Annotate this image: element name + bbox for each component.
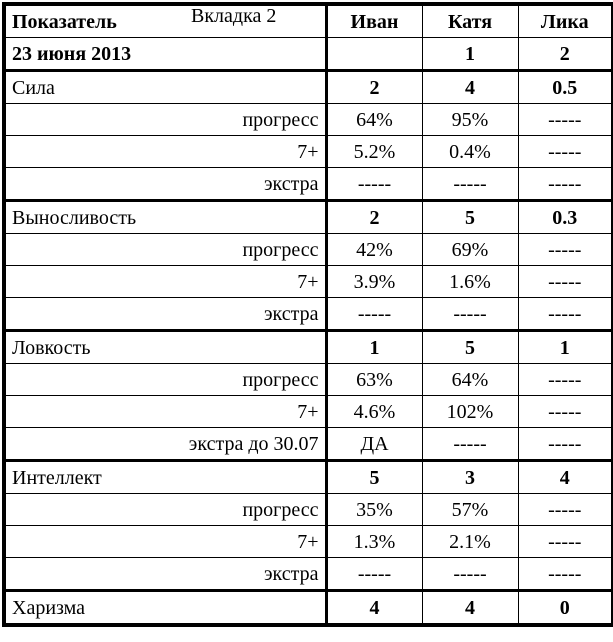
row-value-cell: ----- <box>518 298 613 331</box>
row-value-cell: 102% <box>422 396 518 428</box>
header-level-3: 2 <box>518 38 613 71</box>
row-value-cell: ----- <box>326 298 422 331</box>
table-row <box>4 526 613 558</box>
row-value-cell: ----- <box>518 136 613 168</box>
row-value-cell: 0.5 <box>518 71 613 104</box>
table-row <box>4 71 613 104</box>
row-sub-label: 7+ <box>4 396 326 428</box>
row-value-cell: 0 <box>518 591 613 626</box>
table-row <box>4 201 613 234</box>
header-date-cell: 23 июня 2013 <box>4 38 326 71</box>
row-value-cell: 0.3 <box>518 201 613 234</box>
row-value-cell: 95% <box>422 104 518 136</box>
row-value-cell: 1.6% <box>422 266 518 298</box>
row-value-cell: 64% <box>326 104 422 136</box>
row-value-cell: 1 <box>518 331 613 364</box>
row-value-cell: 3.9% <box>326 266 422 298</box>
row-sub-label: прогресс <box>4 234 326 266</box>
row-value-cell: 1 <box>326 331 422 364</box>
table-body <box>4 4 613 625</box>
row-value-cell: ----- <box>518 266 613 298</box>
header-level-2: 1 <box>422 38 518 71</box>
row-value-cell: ДА <box>326 428 422 461</box>
header-player-1: Иван <box>326 4 422 38</box>
row-group-label: Сила <box>4 71 326 104</box>
row-value-cell: 0.4% <box>422 136 518 168</box>
row-sub-label: прогресс <box>4 364 326 396</box>
row-value-cell: 2 <box>326 201 422 234</box>
row-value-cell: ----- <box>518 364 613 396</box>
row-value-cell: 4 <box>422 71 518 104</box>
row-value-cell: ----- <box>326 168 422 201</box>
row-value-cell: 4.6% <box>326 396 422 428</box>
row-value-cell: 3 <box>422 461 518 494</box>
row-sub-label: прогресс <box>4 494 326 526</box>
table-header-row-1 <box>4 4 613 38</box>
row-value-cell: 2 <box>326 71 422 104</box>
row-sub-label: 7+ <box>4 266 326 298</box>
table-row <box>4 298 613 331</box>
row-group-label: Выносливость <box>4 201 326 234</box>
row-value-cell: 35% <box>326 494 422 526</box>
row-value-cell: 5 <box>422 331 518 364</box>
document-sheet <box>0 2 613 642</box>
row-value-cell: ----- <box>422 168 518 201</box>
row-value-cell: 5 <box>326 461 422 494</box>
row-sub-label: 7+ <box>4 526 326 558</box>
table-row <box>4 136 613 168</box>
row-value-cell: ----- <box>518 428 613 461</box>
row-value-cell: ----- <box>518 234 613 266</box>
row-value-cell: ----- <box>422 298 518 331</box>
table-row <box>4 494 613 526</box>
table-row <box>4 396 613 428</box>
row-value-cell: ----- <box>422 558 518 591</box>
table-row <box>4 266 613 298</box>
header-player-3: Лика <box>518 4 613 38</box>
row-value-cell: 42% <box>326 234 422 266</box>
table-row <box>4 558 613 591</box>
row-value-cell: 5.2% <box>326 136 422 168</box>
row-group-label: Интеллект <box>4 461 326 494</box>
row-value-cell: ----- <box>326 558 422 591</box>
row-value-cell: 69% <box>422 234 518 266</box>
header-level-1 <box>326 38 422 71</box>
table-row <box>4 364 613 396</box>
row-sub-label: экстра <box>4 558 326 591</box>
row-sub-label: экстра <box>4 298 326 331</box>
header-player-2: Катя <box>422 4 518 38</box>
header-title: Показатель <box>12 10 117 33</box>
table-row <box>4 428 613 461</box>
row-sub-label: прогресс <box>4 104 326 136</box>
row-value-cell: ----- <box>518 526 613 558</box>
row-sub-label: экстра <box>4 168 326 201</box>
row-value-cell: 63% <box>326 364 422 396</box>
row-value-cell: ----- <box>518 558 613 591</box>
table-row <box>4 234 613 266</box>
row-value-cell: 4 <box>422 591 518 626</box>
row-value-cell: 1.3% <box>326 526 422 558</box>
row-value-cell: 4 <box>326 591 422 626</box>
row-group-label: Харизма <box>4 591 326 626</box>
stat-table <box>2 2 613 627</box>
row-value-cell: 4 <box>518 461 613 494</box>
row-value-cell: 2.1% <box>422 526 518 558</box>
table-row <box>4 104 613 136</box>
table-header-row-2 <box>4 38 613 71</box>
row-value-cell: 64% <box>422 364 518 396</box>
row-value-cell: ----- <box>518 104 613 136</box>
row-group-label: Ловкость <box>4 331 326 364</box>
header-tab-label: Вкладка 2 <box>191 5 277 27</box>
table-row <box>4 331 613 364</box>
row-value-cell: ----- <box>518 168 613 201</box>
row-value-cell: ----- <box>422 428 518 461</box>
row-value-cell: 57% <box>422 494 518 526</box>
table-row <box>4 461 613 494</box>
row-sub-label: экстра до 30.07 <box>4 428 326 461</box>
row-sub-label: 7+ <box>4 136 326 168</box>
row-value-cell: ----- <box>518 396 613 428</box>
table-row <box>4 168 613 201</box>
row-value-cell: 5 <box>422 201 518 234</box>
table-row <box>4 591 613 626</box>
row-value-cell: ----- <box>518 494 613 526</box>
header-title-cell <box>4 4 326 38</box>
